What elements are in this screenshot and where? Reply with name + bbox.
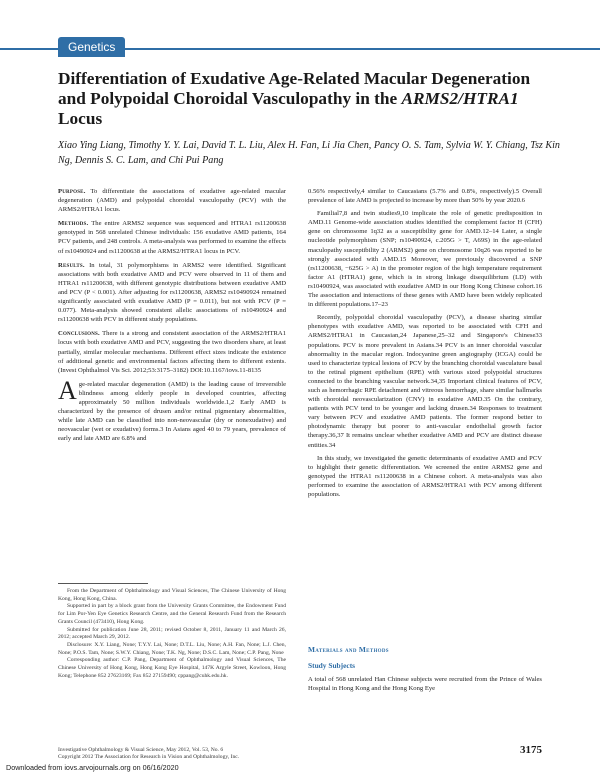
subjects-heading: Study Subjects — [308, 661, 356, 670]
footnote-submitted: Submitted for publication June 28, 2011; revised October 8, 2011, January 11 and March 26, 2012; accepted March 29, 2012. — [58, 626, 286, 641]
body-paragraph: Familial7,8 and twin studies9,10 implicate the role of genetic predisposition in AMD.11 Genome-wide association studies identified the complement factor H (CFH) gene on chromosome 1q32 as a susceptibility gene for AMD.12–14 Later, a single nucleotide polymorphism (SNP; rs10490924, c.205G > T, A69S) in the age-related maculopathy susceptibility 2 (ARMS2) gene on chromosome 10q26 was reported to be strongly associated with AMD.15 Moreover, we previously discovered a SNP (rs11200638, −625G > A) in the promoter region of the high temperature requirement factor A1 (HTRA1) gene, which is in strong linkage disequilibrium (LD) with rs10490924, was associated with exudative AMD in our Hong Kong Chinese cohort.16 The association and interactions of these genes with AMD have been widely replicated in different populations.17–23 — [308, 210, 542, 309]
title-main: Differentiation of Exudative Age-Related Macular Degeneration and Polypoidal Choroidal Vasculopathy in the — [58, 69, 531, 108]
methods-text: The entire ARMS2 sequence was sequenced and HTRA1 rs11200638 genotyped in 568 unrelated Chinese individuals: 156 exudative AMD patients, 164 PCV patients, and 248 controls. A meta-analysis was performed to examine the effects of rs10490924 and rs11200638 at the ARMS2/HTRA1 locus in PCV. — [58, 220, 287, 255]
section-tag[interactable]: Genetics — [58, 37, 125, 57]
intro-paragraph — [58, 375, 286, 444]
header-band — [0, 0, 600, 22]
conclusions-text: There is a strong and consistent association of the ARMS2/HTRA1 locus with both exudative AMD and PCV, suggesting the two disorders share, at least partially, similar molecular mechanisms. Different effect sizes indicate the existence of additional genetic and environmental factors affecting them to different extents. (Invest Ophthalmol Vis Sci. 2012;53:3175–3182) DOI:10.1167/iovs.11-8135 — [58, 330, 286, 374]
results-label: Results. — [58, 261, 85, 269]
abstract-results — [58, 261, 286, 325]
purpose-text: To differentiate the associations of exudative age-related macular degeneration (AMD) and polypoidal choroidal vasculopathy (PCV) with the ARMS2/HTRA1 locus. — [58, 188, 286, 214]
title-tail: Locus — [58, 109, 103, 128]
body-paragraph: In this study, we investigated the genetic determinants of exudative AMD and PCV to highlight their genetic differentiation. We screened the entire ARMS2 gene and genotyped the HTRA1 rs11200638 in a Chinese cohort. A meta-analysis was also performed to examine the association of ARMS2/HTRA1 with PCV among different populations. — [308, 454, 542, 498]
methods-heading: Materials and Methods — [308, 645, 389, 654]
abstract-conclusions — [58, 329, 286, 374]
left-column — [58, 187, 286, 447]
subjects-text: A total of 568 unrelated Han Chinese subjects were recruited from the Prince of Wales Hospital in Hong Kong and the Hong Kong Eye — [308, 676, 542, 693]
title-gene: ARMS2/HTRA1 — [401, 89, 519, 108]
footnote-support: Supported in part by a block grant from the University Grants Committee, the Endowment Fund for Lim Por-Yen Eye Genetics Research Centre, and the General Research Fund from the Research Grants Council (473410), Hong Kong. — [58, 603, 286, 625]
footnotes — [58, 588, 286, 680]
abstract-purpose — [58, 187, 286, 214]
right-column — [308, 187, 542, 503]
body-paragraph: Recently, polypoidal choroidal vasculopathy (PCV), a disease sharing similar phenotypes with exudative AMD, was reported to be associated with CFH and ARMS2/HTRA1 in Caucasian,24 Japanese,25–32 and Singapore's Chinese33 populations. PCV is more prevalent in Asians.34 PCV is an inner choroidal vascular abnormality in the macular region. Indocyanine green angiography (ICGA) could be used to characterize typical lesions of PCV by the branching choroidal vasculature basal to the retinal pigment epithelium (RPE) with various sized polypoidal structures connected to the branching vascular network.34,35 Important clinical features of PCV, such as hemorrhagic RPE detachment and vitreous hemorrhage, share similar hallmarks with choroidal neovascularization (CNV) in exudative AMD.35 On the contrary, patients with PCV tend to be younger and lacking drusen.34 Responses to treatment vary between PCV and exudative AMD patients. The former respond better to photodynamic therapy but poorer to anti-vascular endothelial growth factor therapy.36,37 It remains unclear whether exudative AMD and PCV are distinct disease entities.34 — [308, 314, 542, 449]
journal-footer — [58, 747, 478, 762]
footnote-disclosure: Disclosure: X.Y. Liang, None; T.Y.Y. Lai, None; D.T.L. Liu, None; A.H. Fan, None; L.J. Chen, None; P.O.S. Tam, None; S.W.Y. Chiang, None; T.K. Ng, None; D.S.C. Lam, None; C.P. Pang, None — [58, 641, 286, 656]
article-title — [58, 69, 558, 129]
methods-label: Methods. — [58, 220, 89, 228]
footnote-affiliation: From the Department of Ophthalmology and Visual Sciences, The Chinese University of Hong Kong, Hong Kong, China. — [58, 588, 286, 602]
abstract-methods — [58, 219, 286, 255]
journal-citation: Investigative Ophthalmology & Visual Science, May 2012, Vol. 53, No. 6 — [58, 747, 224, 753]
drop-cap: A — [58, 375, 77, 405]
author-list: Xiao Ying Liang, Timothy Y. Y. Lai, David T. L. Liu, Alex H. Fan, Li Jia Chen, Pancy O. S. Tam, Sylvia W. Y. Chiang, Tsz Kin Ng, Dennis S. C. Lam, and Chi Pui Pang — [58, 140, 560, 166]
body-paragraph: 0.56% respectively,4 similar to Caucasians (5.7% and 0.8%, respectively).5 Overall prevalence of late AMD is projected to increase by more than 50% by year 2020.6 — [308, 188, 542, 205]
journal-copyright: Copyright 2012 The Association for Research in Vision and Ophthalmology, Inc. — [58, 754, 240, 761]
footnote-corresponding[interactable]: Corresponding author: C.P. Pang, Department of Ophthalmology and Visual Sciences, The Chinese University of Hong Kong, Hong Kong Eye Hospital, 147K Argyle Street, Kowloon, Hong Kong; Telephone 852 27623169; Fax 852 27159490; cppang@cuhk.edu.hk. — [58, 657, 286, 679]
purpose-label: Purpose. — [58, 188, 86, 195]
download-note: Downloaded from iovs.arvojournals.org on 06/16/2020 — [6, 763, 179, 772]
results-text: In total, 31 polymorphisms in ARMS2 were identified. Significant associations with both exudative AMD and PCV were observed in 11 of them and HTRA1 rs11200638, with different genotypic distributions between exudative AMD and PCV (P < 0.001). After adjusting for rs11200638, ARMS2 rs10490924 remained significantly associated with exudative AMD (P = 0.011), but not with PCV (P = 0.077). Meta-analysis showed consistent allelic associations of rs10490924 and rs11200638 with PCV in different study populations. — [58, 261, 286, 324]
page-number: 3175 — [520, 744, 542, 756]
footnote-rule — [58, 583, 148, 584]
abstract — [58, 187, 286, 375]
intro-text: ge-related macular degeneration (AMD) is the leading cause of irreversible blindness among elderly people in developed countries, affecting approximately 50 million individuals worldwide.1,2 Early AMD is characterized by the presence of drusen and/or retinal pigmentary abnormalities, while late AMD can be classified into non-neovascular (dry or nonexudative) and neovascular (wet or exudative) forms.3 In Asians aged 40 to 79 years, prevalence of early and late AMD are 6.8% and — [58, 380, 286, 443]
conclusions-label: Conclusions. — [58, 330, 100, 338]
